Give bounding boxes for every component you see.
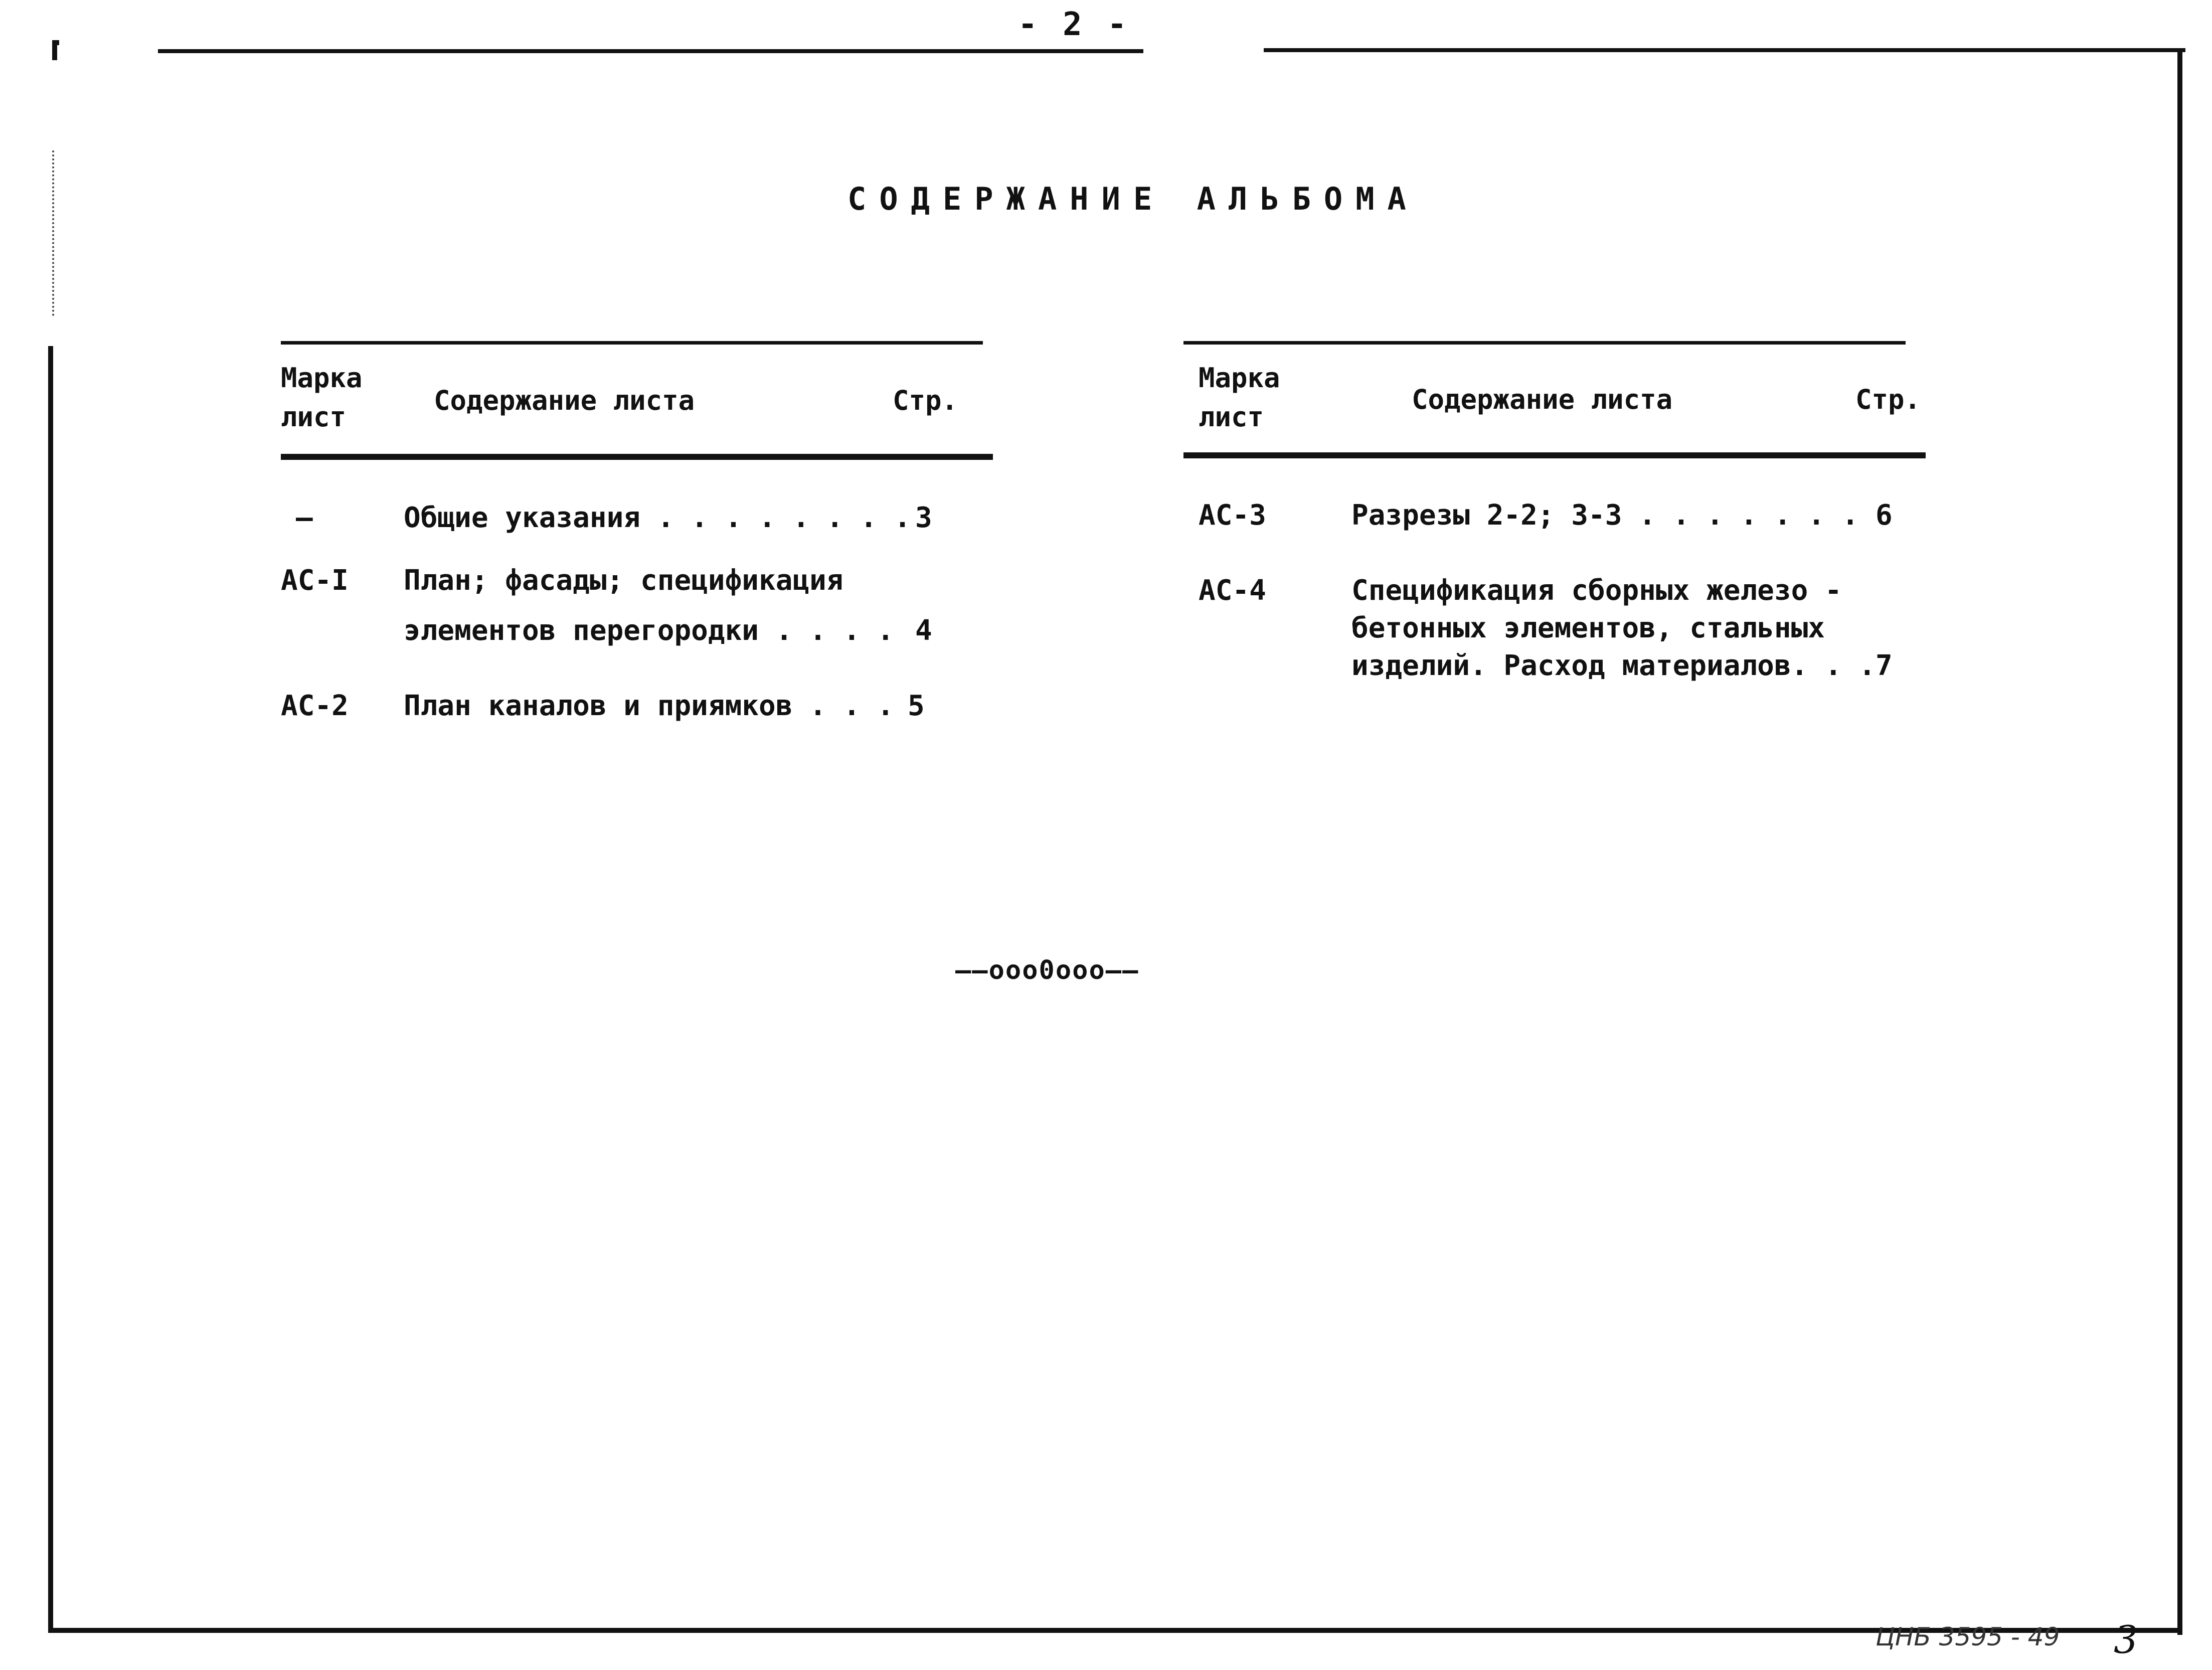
row-content: План; фасады; спецификация (404, 564, 843, 597)
left-toc-table (281, 341, 993, 742)
page-number: - 2 - (1018, 6, 1130, 43)
frame-left-border (48, 346, 53, 1633)
top-rule-right (1264, 48, 2185, 52)
row-page: 5 (908, 690, 925, 722)
row-mark: АС-I (281, 564, 349, 597)
row-content: Разрезы 2-2; 3-3 . . . . . . . (1351, 499, 1859, 532)
row-mark: – (296, 502, 313, 534)
row-mark: АС-4 (1199, 574, 1266, 607)
row-content: изделий. Расход материалов. . . (1351, 649, 1876, 682)
row-content: бетонных элементов, стальных (1351, 612, 1825, 644)
row-mark: АС-3 (1199, 499, 1266, 532)
corner-mark (52, 40, 59, 60)
table-top-rule (1183, 341, 1906, 345)
row-page: 4 (915, 614, 932, 647)
row-page: 6 (1876, 499, 1893, 532)
header-mark: Марка лист (281, 362, 363, 433)
frame-bottom-border (48, 1628, 2182, 1633)
row-content: План каналов и приямков . . . (404, 690, 894, 722)
row-content: Спецификация сборных железо - (1351, 574, 1842, 607)
header-content: Содержание листа (1412, 384, 1673, 415)
row-mark: АС-2 (281, 690, 349, 722)
header-page: Стр. (893, 385, 958, 416)
scan-specks (52, 150, 57, 316)
header-mark: Марка лист (1199, 362, 1280, 433)
row-page: 3 (915, 502, 932, 534)
table-header-rule (281, 454, 993, 460)
row-page: 7 (1876, 649, 1893, 682)
table-top-rule (281, 341, 983, 345)
top-rule-left (158, 49, 1143, 53)
header-content: Содержание листа (434, 385, 695, 416)
table-header-rule (1183, 452, 1926, 458)
header-page: Стр. (1855, 384, 1921, 415)
sheet-number: 3 (2114, 1617, 2138, 1662)
end-ornament: ——ooo0ooo—— (955, 955, 1139, 985)
row-content: элементов перегородки . . . . (404, 614, 894, 647)
row-content: Общие указания . . . . . . . . (404, 502, 911, 534)
right-toc-table (1183, 341, 1926, 742)
album-title: СОДЕРЖАНИЕ АЛЬБОМА (847, 181, 1419, 217)
frame-right-border (2177, 50, 2182, 1635)
document-code: ЦНБ 3595 - 49 (1876, 1622, 2060, 1651)
